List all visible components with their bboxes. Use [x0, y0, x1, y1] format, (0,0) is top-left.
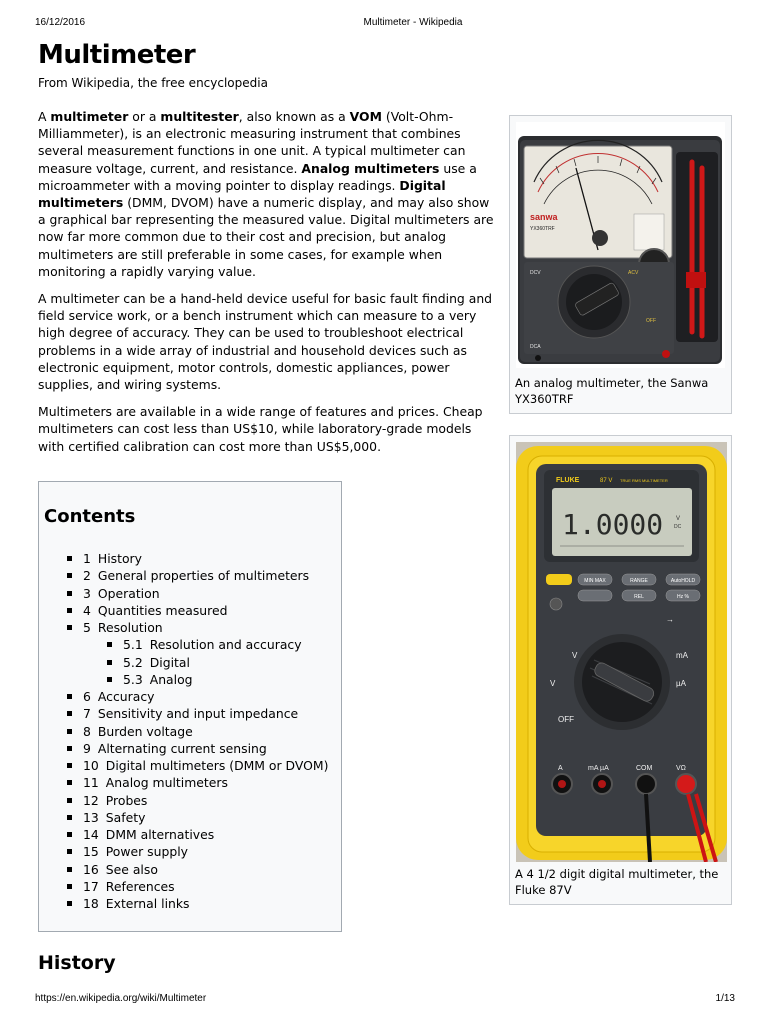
dmm-button-label: AutoHOLD [670, 578, 696, 584]
toc-link[interactable]: Safety [105, 809, 146, 825]
toc-item[interactable] [67, 705, 328, 722]
toc-number: 3 [83, 585, 91, 601]
toc-link[interactable]: History [97, 551, 142, 566]
toc-link[interactable]: Digital multimeters (DMM or DVOM) [105, 758, 329, 773]
svg-text:V: V [676, 516, 681, 522]
toc-number: 16 [83, 861, 99, 877]
article-body [38, 108, 498, 465]
bullet-icon [67, 832, 72, 837]
jack-label-a: A [558, 765, 563, 772]
term-analog-multimeters: Analog multimeters [301, 160, 440, 176]
bullet-icon [67, 849, 72, 854]
p1-text: (DMM, DVOM) have a numeric display, and may also show a graphical bar representing the measured value. Digital multimeters are now far more common due to their cost and precision, but analog multimeters are still preferable in some cases, for example when monitoring a rapidly varying value. [38, 195, 494, 279]
digital-model-label: 87 V [600, 478, 613, 484]
bullet-icon [67, 625, 72, 630]
print-footer [0, 993, 768, 1007]
toc-number: 5.1 [123, 637, 143, 653]
p1-text: or a [128, 109, 161, 124]
jack-label-ma: mA µA [588, 765, 609, 772]
intro-paragraph-1 [38, 108, 498, 280]
toc-number: 15 [83, 844, 99, 860]
dmm-button-label: Hz % [677, 594, 689, 600]
svg-text:OFF: OFF [646, 318, 656, 324]
svg-text:mA: mA [676, 651, 688, 660]
jack-label-v: VΩ [676, 765, 686, 772]
toc-number: 4 [83, 602, 91, 618]
toc-item[interactable] [67, 774, 328, 791]
print-header [0, 17, 768, 31]
toc-link[interactable]: Alternating current sensing [97, 740, 267, 756]
print-date: 16/12/2016 [35, 17, 86, 28]
toc-link[interactable]: References [105, 878, 175, 894]
intro-paragraph-3: Multimeters are available in a wide range of features and prices. Cheap multimeters can cost less than US$10, while laboratory-grade models with certified calibration can cost more than US$5,000. [38, 404, 483, 454]
analog-figure-caption: An analog multimeter, the Sanwa YX360TRF [515, 376, 709, 406]
dmm-button [578, 590, 612, 601]
bullet-icon [107, 642, 112, 647]
bullet-icon [67, 608, 72, 613]
figure-digital-multimeter [509, 435, 732, 905]
bullet-icon [107, 677, 112, 682]
bullet-icon [67, 746, 72, 751]
toc-number: 1 [83, 551, 91, 566]
page-title: Multimeter [38, 40, 196, 70]
p1-text: (Volt-Ohm-Milliammeter), is an electronic measuring instrument that combines several measurement functions in one unit. A typical multimeter can measure voltage, current, and resistance. [38, 109, 466, 176]
toc-item[interactable] [67, 619, 328, 636]
analog-multimeter-image[interactable] [516, 122, 725, 368]
toc-item[interactable] [67, 671, 328, 688]
table-of-contents [38, 481, 342, 932]
term-multitester: multitester [160, 109, 239, 124]
svg-text:DCA: DCA [530, 344, 541, 350]
bullet-icon [67, 780, 72, 785]
svg-text:ACV: ACV [628, 270, 639, 276]
jack-label-com: COM [636, 765, 653, 772]
toc-item[interactable] [67, 636, 328, 653]
toc-item[interactable] [67, 567, 328, 584]
figure-analog-multimeter [509, 115, 732, 414]
toc-link[interactable]: See also [105, 861, 158, 877]
toc-number: 13 [83, 809, 99, 825]
toc-number: 5.3 [123, 671, 143, 687]
bullet-icon [67, 884, 72, 889]
toc-item[interactable] [67, 740, 328, 757]
dmm-button-label: RANGE [630, 578, 648, 584]
toc-link[interactable]: Analog multimeters [105, 775, 228, 791]
toc-item[interactable] [67, 585, 328, 602]
bullet-icon [67, 815, 72, 820]
toc-item[interactable] [67, 757, 328, 774]
toc-number: 17 [83, 878, 99, 894]
term-digital-multimeters: Digital multimeters [38, 177, 446, 211]
toc-item[interactable] [67, 602, 328, 619]
toc-item[interactable] [67, 792, 328, 809]
toc-item[interactable] [67, 654, 328, 671]
p1-text: use a microammeter with a moving pointer to display readings. [38, 160, 477, 193]
bullet-icon [67, 556, 72, 561]
toc-link[interactable]: Quantities measured [97, 602, 228, 618]
toc-link[interactable]: Resolution [97, 620, 163, 635]
digital-multimeter-image[interactable] [516, 442, 727, 862]
toc-item[interactable] [67, 723, 328, 740]
bullet-icon [67, 694, 72, 699]
toc-number: 7 [83, 706, 91, 722]
digital-reading: 1.0000 [562, 508, 664, 541]
toc-link[interactable]: Sensitivity and input impedance [97, 706, 299, 722]
toc-item[interactable] [67, 878, 328, 895]
toc-number: 12 [83, 792, 99, 808]
digital-model-sub: TRUE RMS MULTIMETER [620, 478, 668, 483]
toc-link[interactable]: Digital [149, 654, 190, 670]
intro-paragraph-2: A multimeter can be a hand-held device useful for basic fault finding and field service work, or a bench instrument which can measure to a very high degree of accuracy. They can be used to troubleshoot electrical problems in a wide array of industrial and household devices such as electronic equipment, motor controls, domestic appliances, power supplies, and wiring systems. [38, 291, 493, 393]
toc-number: 10 [83, 758, 99, 773]
toc-number: 6 [83, 689, 91, 704]
print-url: https://en.wikipedia.org/wiki/Multimeter [35, 993, 207, 1004]
print-page-number: 1/13 [715, 993, 735, 1004]
tagline: From Wikipedia, the free encyclopedia [38, 76, 268, 90]
bullet-icon [67, 901, 72, 906]
dmm-button-label: REL [634, 594, 644, 600]
bullet-icon [67, 867, 72, 872]
svg-text:V: V [572, 651, 578, 660]
toc-link[interactable]: Burden voltage [97, 723, 193, 739]
toc-number: 2 [83, 568, 91, 584]
toc-number: 5 [83, 620, 91, 635]
bullet-icon [67, 798, 72, 803]
toc-list [67, 550, 328, 912]
toc-number: 14 [83, 827, 99, 842]
toc-heading: Contents [44, 506, 136, 527]
p1-text: A [38, 109, 51, 124]
toc-item[interactable] [67, 861, 328, 878]
toc-link[interactable]: Operation [97, 585, 160, 601]
bullet-icon [67, 573, 72, 578]
toc-number: 8 [83, 723, 91, 739]
svg-text:DC: DC [674, 524, 682, 530]
svg-text:µA: µA [676, 679, 686, 688]
term-multimeter: multimeter [50, 109, 129, 124]
toc-item[interactable] [67, 550, 328, 567]
digital-brand-label: FLUKE [556, 477, 580, 484]
analog-model-label: YX360TRF [530, 226, 555, 232]
bullet-icon [67, 763, 72, 768]
toc-link[interactable]: Accuracy [97, 689, 155, 704]
bullet-icon [67, 591, 72, 596]
svg-text:DCV: DCV [530, 270, 541, 276]
toc-link[interactable]: DMM alternatives [105, 827, 215, 842]
print-page-title: Multimeter - Wikipedia [363, 17, 463, 28]
toc-number: 9 [83, 740, 91, 756]
p1-text: , also known as a [238, 109, 350, 124]
toc-number: 5.2 [123, 654, 143, 670]
toc-number: 18 [83, 896, 99, 911]
section-heading-history: History [38, 952, 116, 974]
toc-link[interactable]: Resolution and accuracy [149, 637, 302, 653]
bullet-icon [67, 729, 72, 734]
term-vom: VOM [349, 109, 382, 124]
dmm-button-label: MIN MAX [584, 578, 606, 584]
svg-text:OFF: OFF [558, 715, 574, 724]
toc-link[interactable]: Probes [105, 792, 148, 808]
bullet-icon [67, 711, 72, 716]
toc-item[interactable] [67, 895, 328, 912]
toc-item[interactable] [67, 809, 328, 826]
toc-number: 11 [83, 775, 99, 791]
svg-text:V: V [550, 679, 556, 688]
toc-link[interactable]: Analog [149, 671, 193, 687]
toc-link[interactable]: External links [105, 896, 190, 911]
toc-item[interactable] [67, 688, 328, 705]
toc-item[interactable] [67, 843, 328, 860]
analog-brand-label: sanwa [530, 212, 558, 222]
toc-link[interactable]: General properties of multimeters [97, 568, 310, 584]
digital-figure-caption: A 4 1/2 digit digital multimeter, the Fluke 87V [515, 867, 719, 897]
toc-item[interactable] [67, 826, 328, 843]
bullet-icon [107, 660, 112, 665]
svg-text:→: → [666, 615, 674, 624]
toc-link[interactable]: Power supply [105, 844, 188, 860]
